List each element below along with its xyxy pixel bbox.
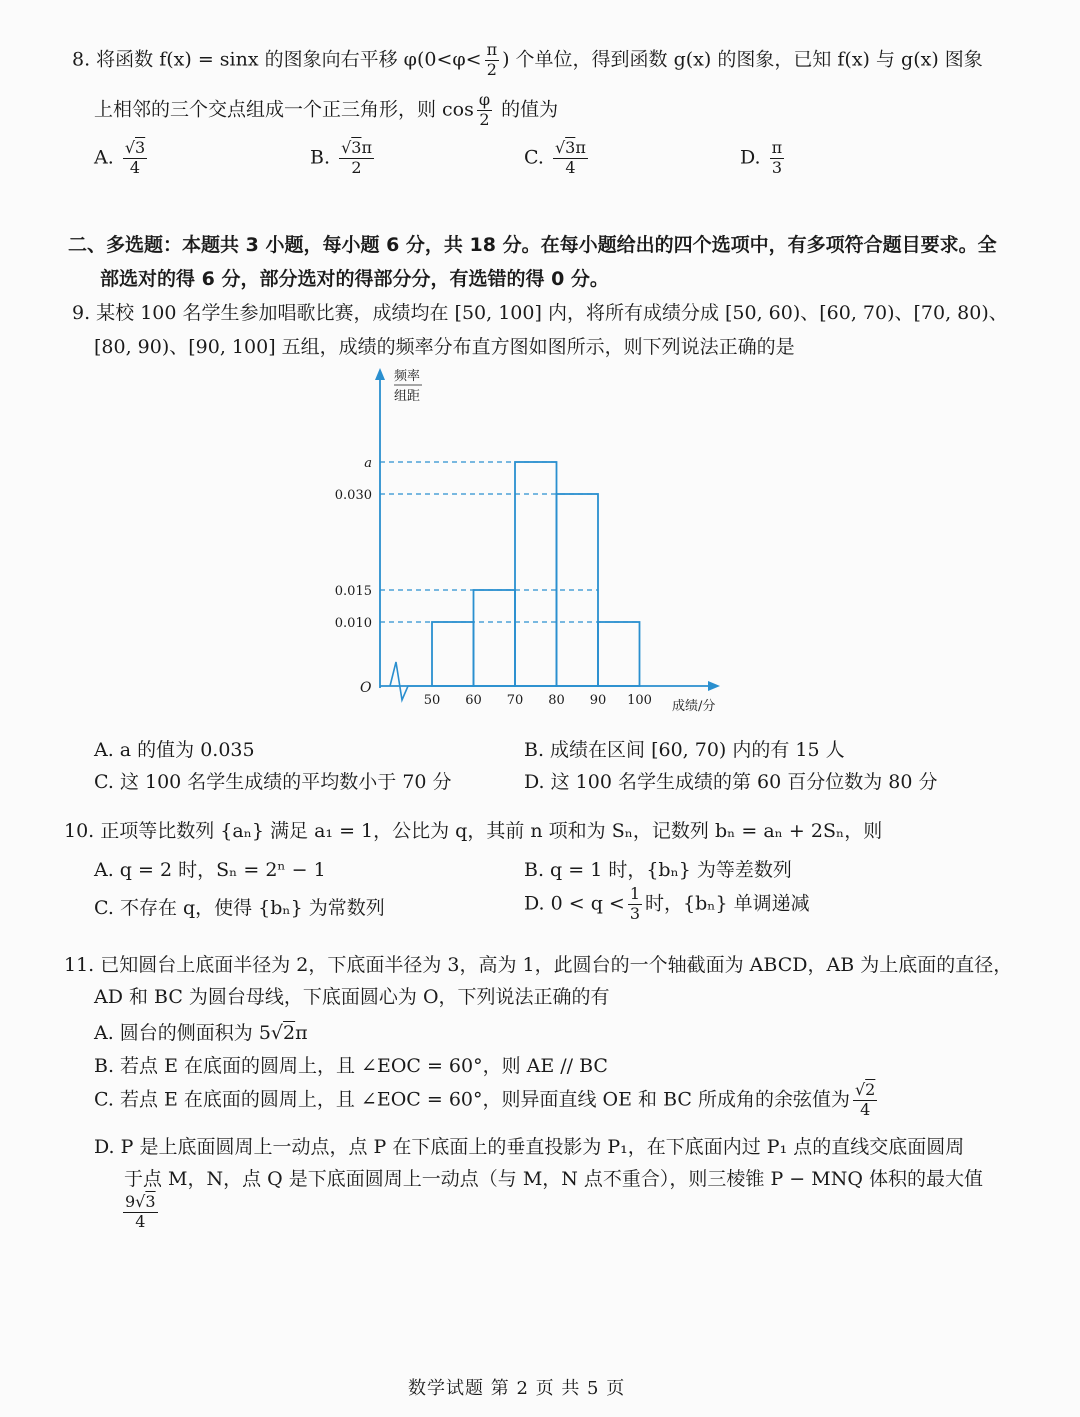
q8-option-b: B. $\frac{√3\pi}{2}$ [310, 138, 372, 177]
x-tick-label: 90 [589, 693, 607, 708]
q10-option-c: C. 不存在 q，使得 {bₙ} 为常数列 [94, 897, 385, 919]
y-label-top: 频率 [394, 369, 421, 384]
q11-option-d-line1: D. P 是上底面圆周上一动点，点 P 在下底面上的垂直投影为 P₁，在下底面内过 P₁ 点的直线交底面圆周 [94, 1136, 965, 1158]
q10-line1: 10. 正项等比数列 {aₙ} 满足 a₁ = 1，公比为 q，其前 n 项和为 Sₙ，记数列 bₙ = aₙ + 2Sₙ，则 [64, 820, 883, 842]
histogram-bar [474, 590, 516, 686]
y-tick-label: 0.010 [334, 616, 372, 631]
q9-option-b: B. 成绩在区间 [60, 70) 内的有 15 人 [524, 739, 845, 761]
q9-option-d: D. 这 100 名学生成绩的第 60 百分位数为 80 分 [524, 771, 938, 793]
q10-option-a: A. q = 2 时，Sₙ = 2ⁿ − 1 [94, 859, 326, 881]
page-footer: 数学试题 第 2 页 共 5 页 [408, 1378, 626, 1399]
q11-option-a: A. 圆台的侧面积为 5√2π [94, 1022, 308, 1044]
q11-option-c: C. 若点 E 在底面的圆周上，且 ∠EOC = 60°，则异面直线 OE 和 BC 所成角的余弦值为 $\frac{√2}{4}$ [94, 1080, 876, 1119]
y-axis-arrow [375, 368, 385, 380]
q10-option-b: B. q = 1 时，{bₙ} 为等差数列 [524, 859, 792, 881]
q9-option-a: A. a 的值为 0.035 [94, 739, 255, 761]
x-tick-label: 70 [506, 693, 524, 708]
q11-option-b: B. 若点 E 在底面的圆周上，且 ∠EOC = 60°，则 AE // BC [94, 1055, 608, 1077]
q9-line1: 9. 某校 100 名学生参加唱歌比赛，成绩均在 [50, 100] 内，将所有成绩分成 [50, 60)、[60, 70)、[70, 80)、 [72, 302, 1008, 324]
q8-line1: 8. 将函数 f(x) = sinx 的图象向右平移 φ(0<φ< $\frac{\pi}{2}$ ) 个单位，得到函数 g(x) 的图象，已知 f(x) 与 g(x) 图象 [72, 40, 983, 79]
histogram-bar [432, 622, 474, 686]
origin-label: O [360, 680, 372, 696]
q8-option-c: C. $\frac{√3\pi}{4}$ [524, 138, 586, 177]
section-heading-line1: 二、多选题：本题共 3 小题，每小题 6 分，共 18 分。在每小题给出的四个选项中，有多项符合题目要求。全 [68, 234, 997, 256]
y-tick-label: a [364, 456, 372, 471]
x-tick-label: 60 [465, 693, 482, 708]
fraction: $\frac{\varphi}{2}$ [478, 90, 491, 129]
q9-line2: [80, 90)、[90, 100] 五组，成绩的频率分布直方图如图所示，则下列说法正确的是 [94, 336, 795, 358]
histogram-bar [598, 622, 640, 686]
y-tick-label: 0.015 [334, 584, 372, 599]
fraction: $\frac{\pi}{2}$ [486, 40, 498, 79]
q10-option-d: D. 0 < q < $\frac{1}{3}$ 时，{bₙ} 单调递减 [524, 884, 810, 923]
y-label-bottom: 组距 [394, 389, 421, 404]
x-tick-label: 50 [423, 693, 441, 708]
q11-line1: 11. 已知圆台上底面半径为 2，下底面半径为 3，高为 1，此圆台的一个轴截面为 ABCD，AB 为上底面的直径， [64, 954, 1013, 976]
x-axis-label: 成绩/分 [672, 699, 716, 714]
q11-option-d-answer-fraction: $\frac{9√3}{4}$ [125, 1192, 156, 1231]
q11-line2: AD 和 BC 为圆台母线，下底面圆心为 O，下列说法正确的有 [94, 986, 610, 1008]
x-axis-arrow [708, 681, 720, 691]
q9-option-c: C. 这 100 名学生成绩的平均数小于 70 分 [94, 771, 452, 793]
q8-option-a: A. $\frac{√3}{4}$ [94, 138, 146, 177]
y-tick-label: 0.030 [334, 488, 372, 503]
q8-option-d: D. $\frac{\pi}{3}$ [740, 138, 783, 177]
x-tick-label: 100 [627, 693, 652, 708]
histogram-bar [515, 462, 557, 686]
section-heading-line2: 部选对的得 6 分，部分选对的得部分分，有选错的得 0 分。 [100, 268, 609, 290]
x-tick-label: 80 [548, 693, 565, 708]
frequency-histogram [320, 362, 740, 722]
q8-line2: 上相邻的三个交点组成一个正三角形，则 cos $\frac{\varphi}{2}$ 的值为 [94, 90, 559, 129]
q11-option-d-line2: 于点 M，N，点 Q 是下底面圆周上一动点（与 M，N 点不重合），则三棱锥 P − MNQ 体积的最大值 [124, 1168, 983, 1190]
